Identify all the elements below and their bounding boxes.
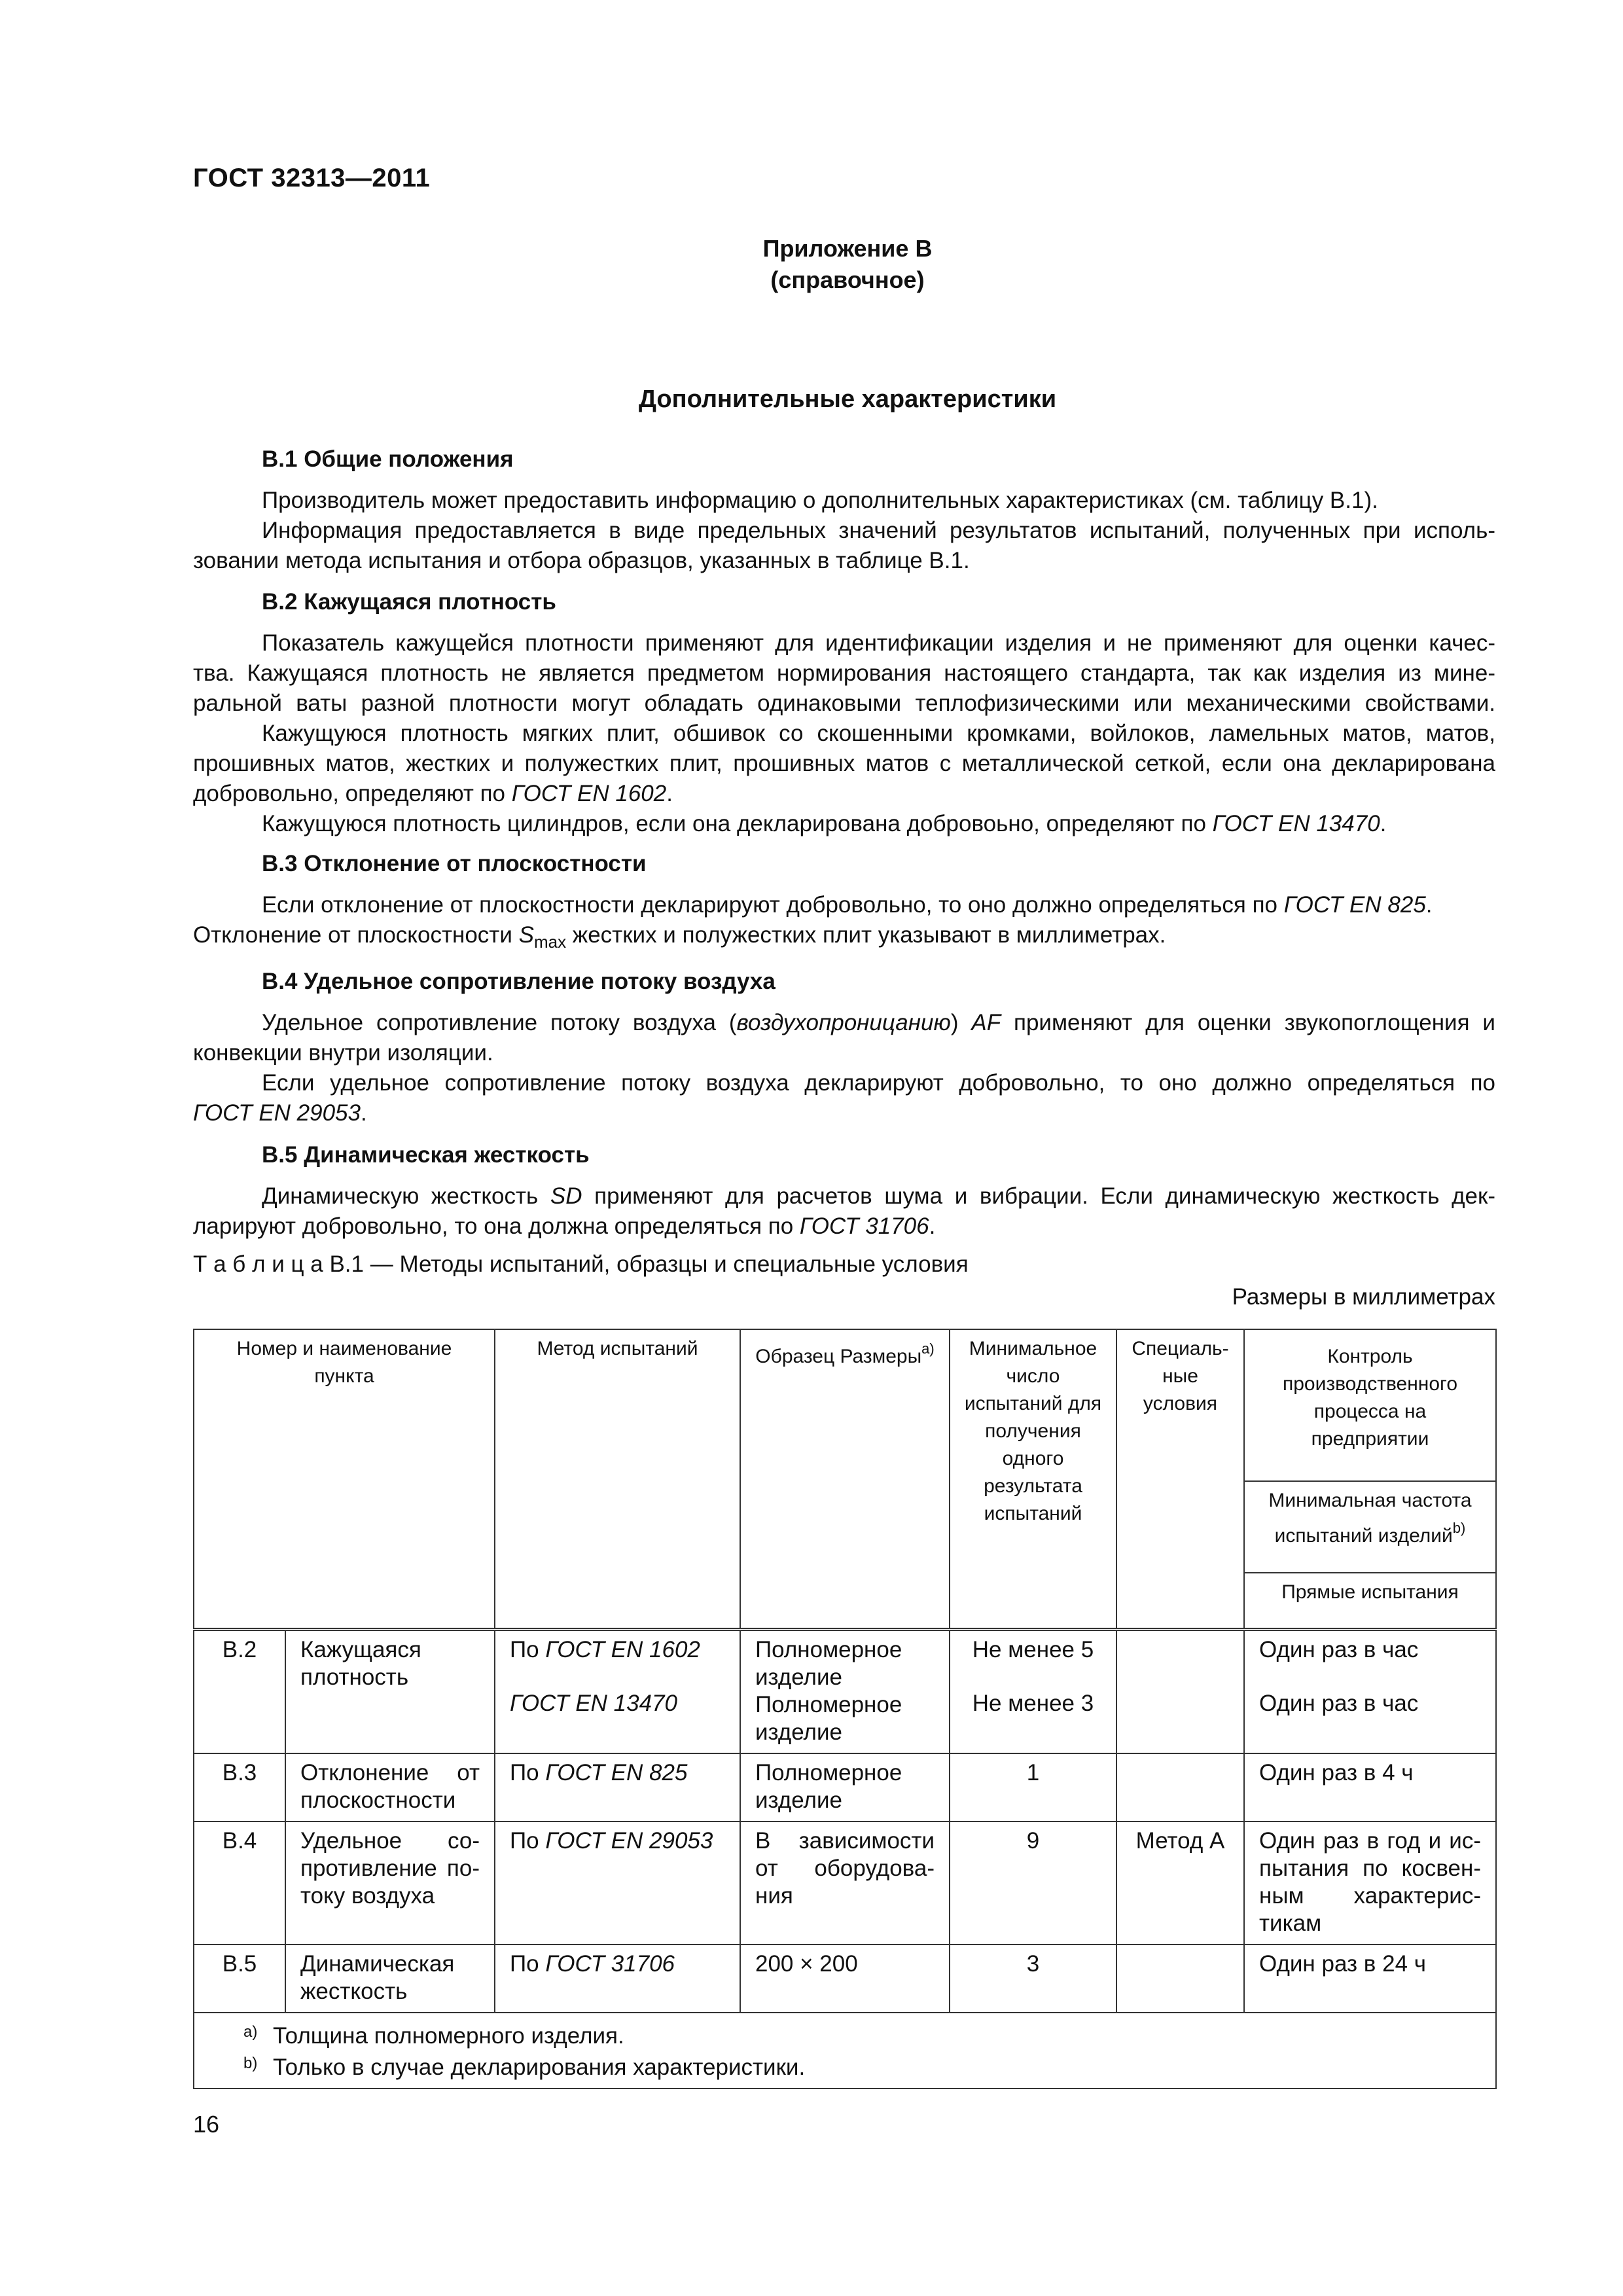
footnote-a-mark: a) <box>243 2023 258 2041</box>
b4-airperm: воздухопроницанию <box>736 1010 951 1035</box>
annex-title: Приложение В <box>762 235 933 262</box>
row-b4-method-pre: По <box>510 1828 546 1854</box>
b2-ref-1602: ГОСТ EN 1602 <box>511 781 667 806</box>
row-b3-name-b: плоскостности <box>300 1787 456 1813</box>
row-b5-method-pre: По <box>510 1951 546 1977</box>
b2-p2c: добровольно, определяют по <box>193 781 512 806</box>
row-b2-name: Кажущаяся плотность <box>285 1630 495 1754</box>
heading-b2: В.2 Кажущаяся плотность <box>262 589 556 615</box>
row-b3-method <box>495 1753 740 1821</box>
footnote-a-text: Толщина полномерного изделия. <box>273 2023 624 2049</box>
row-b2-method-ref: ГОСТ EN 1602 <box>545 1637 700 1662</box>
header-min-freq-note: b) <box>1452 1520 1466 1536</box>
row-b5-special <box>1116 1945 1244 2013</box>
b3-p1a: Если отклонение от плоскостности декларируют добровольно, то оно должно определяться по <box>262 892 1284 918</box>
row-b4-name-a: Удельное со- <box>300 1828 480 1854</box>
heading-b3: В.3 Отклонение от плоскостности <box>262 851 647 876</box>
header-method: Метод испытаний <box>495 1329 740 1630</box>
header-item: Номер и наименование пункта <box>194 1329 495 1630</box>
paragraph-b2: Показатель кажущейся плотности применяют для идентификации изделия и не применяют для оценки качес- тва. Кажущаяся плотность не является предметом нормирования настоящего стандарта, так как изделия из мине- ральной ваты разной плотности могут обладать одинаковыми теплофизическими или механическими свойствами. Кажущуюся плотность мягких плит, обшивок со скошенными кромками, войлоков, ламельных матов, матов, прошивных матов, жестких и полужестких плит, прошивных матов с металлической сеткой, если она декларирована добровольно, определяют по ГОСТ EN 1602. Кажущуюся плотность цилиндров, если она декларирована добровоьно, определяют по ГОСТ EN 13470. <box>193 630 1495 836</box>
header-control: Контроль производственного процесса на предприятии <box>1244 1329 1496 1481</box>
b2-p1c: ральной ваты разной плотности могут обладать одинаковыми теплофизическими или механическими свойствами. <box>193 691 1495 716</box>
row-b2-min-1: Не менее 5 <box>972 1637 1094 1662</box>
heading-b4: В.4 Удельное сопротивление потоку воздуха <box>262 969 776 994</box>
row-b2-freq-2: Один раз в час <box>1259 1691 1419 1716</box>
table-units: Размеры в миллиметрах <box>1232 1284 1495 1310</box>
b4-af: AF <box>971 1010 1001 1035</box>
row-b4-name-c: току воздуха <box>300 1883 435 1909</box>
paragraph-b4: Удельное сопротивление потоку воздуха (воздухопроницанию) AF применяют для оценки звукопоглощения и конвекции внутри изоляции. Если удельное сопротивление потоку воздуха декларируют добровольно, то оно должно определяться по ГОСТ EN 29053. <box>193 1010 1495 1126</box>
paragraph-b3: Если отклонение от плоскостности декларируют добровольно, то оно должно определяться по ГОСТ EN 825. Отклонение от плоскостности $S_{max}$ жестких и полужестких плит указывают в миллиметрах. <box>193 892 1433 952</box>
row-b5-num: В.5 <box>194 1945 285 2013</box>
b1-p2a: Информация предоставляется в виде предельных значений результатов испытаний, полученных при исполь- <box>262 518 1495 543</box>
row-b5-min: 3 <box>950 1945 1116 2013</box>
b1-p2b: зовании метода испытания и отбора образцов, указанных в таблице В.1. <box>193 548 970 573</box>
row-b5-method-ref: ГОСТ 31706 <box>545 1951 675 1977</box>
row-b2-method2-ref: ГОСТ EN 13470 <box>510 1691 677 1716</box>
row-b3-sample: Полномерное изделие <box>740 1753 950 1821</box>
header-sample <box>740 1329 950 1630</box>
row-b3-method-ref: ГОСТ EN 825 <box>545 1760 688 1785</box>
annex-subtitle: (справочное) <box>770 266 925 293</box>
table-footnotes <box>194 2013 1496 2089</box>
b2-ref-13470: ГОСТ EN 13470 <box>1212 811 1380 836</box>
b3-ref-825: ГОСТ EN 825 <box>1283 892 1426 918</box>
heading-b1: В.1 Общие положения <box>262 446 514 472</box>
row-b2-method <box>495 1630 740 1754</box>
row-b3-min: 1 <box>950 1753 1116 1821</box>
row-b4-method-ref: ГОСТ EN 29053 <box>545 1828 713 1854</box>
b4-p1a: Удельное сопротивление потоку воздуха ( <box>262 1010 737 1035</box>
b5-p1a: Динамическую жесткость <box>262 1183 550 1209</box>
standard-number: ГОСТ 32313—2011 <box>193 164 431 192</box>
row-b2-min <box>950 1630 1116 1754</box>
paragraph-b1 <box>193 486 1495 576</box>
b3-p1b: Отклонение от плоскостности <box>193 922 519 948</box>
row-b2-special <box>1116 1630 1244 1754</box>
row-b5-method <box>495 1945 740 2013</box>
methods-table <box>193 1329 1497 2089</box>
row-b3-name-a: Отклонение от <box>300 1760 480 1785</box>
row-b4-num: В.4 <box>194 1821 285 1945</box>
b5-p1a-tail: применяют для расчетов шума и вибрации. Если динамическую жесткость дек- <box>582 1183 1495 1209</box>
row-b4-sample-b: от оборудова- <box>755 1856 935 1881</box>
row-b4-freq-b: пытания по косвен- <box>1259 1856 1481 1881</box>
header-sample-note: a) <box>921 1340 935 1357</box>
row-b2-min-2: Не менее 3 <box>972 1691 1094 1716</box>
row-b3-freq: Один раз в 4 ч <box>1244 1753 1496 1821</box>
header-sample-text: Образец Размеры <box>755 1346 922 1367</box>
table-caption <box>193 1251 969 1278</box>
b5-sd: SD <box>550 1183 582 1209</box>
b4-p1b: конвекции внутри изоляции. <box>193 1040 493 1066</box>
b3-p1b-tail: жестких и полужестких плит указывают в миллиметрах. <box>566 922 1166 948</box>
table-row <box>194 1945 1496 2013</box>
footnote-b-mark: b) <box>243 2054 258 2072</box>
b4-p1a-tail: применяют для оценки звукопоглощения и <box>1001 1010 1495 1035</box>
row-b2-sample-1: Полномерное изделие <box>755 1637 902 1690</box>
b4-ref-29053: ГОСТ EN 29053 <box>193 1100 361 1126</box>
b2-p3: Кажущуюся плотность цилиндров, если она декларирована добровоьно, определяют по <box>262 811 1213 836</box>
row-b2-sample <box>740 1630 950 1754</box>
header-special: Специаль-ные условия <box>1116 1329 1244 1630</box>
row-b4-freq-c: ным характерис- <box>1259 1883 1481 1909</box>
row-b5-freq: Один раз в 24 ч <box>1244 1945 1496 2013</box>
b2-p2b: прошивных матов, жестких и полужестких плит, прошивных матов с металлической сеткой, если она декларирована <box>193 751 1495 776</box>
b3-symbol-s: S <box>518 922 534 948</box>
table-row <box>194 1753 1496 1821</box>
row-b4-special: Метод А <box>1116 1821 1244 1945</box>
b4-p2a: Если удельное сопротивление потоку воздуха декларируют добровольно, то оно должно определяться по <box>262 1070 1495 1096</box>
b3-symbol-sub: max <box>533 932 567 952</box>
row-b4-name-b: противление по- <box>300 1856 480 1881</box>
header-min-tests: Минимальное число испытаний для получения одного результата испытаний <box>950 1329 1116 1630</box>
b5-ref-31706: ГОСТ 31706 <box>799 1213 929 1239</box>
row-b4-sample-c: ния <box>755 1883 793 1909</box>
footnote-b <box>243 2050 1481 2081</box>
row-b2-freq-1: Один раз в час <box>1259 1637 1419 1662</box>
b1-p1: Производитель может предоставить информацию о дополнительных характеристиках (см. таблицу В.1). <box>262 488 1378 513</box>
row-b4-method <box>495 1821 740 1945</box>
table-row <box>194 1821 1496 1945</box>
row-b3-name <box>285 1753 495 1821</box>
row-b2-freq <box>1244 1630 1496 1754</box>
row-b2-method-pre: По <box>510 1637 546 1662</box>
b2-p1b: тва. Кажущаяся плотность не является предметом нормирования настоящего стандарта, так как изделия из мине- <box>193 660 1495 686</box>
paragraph-b5: Динамическую жесткость SD применяют для расчетов шума и вибрации. Если динамическую жесткость дек- ларируют добровольно, то она должна определяться по ГОСТ 31706. <box>193 1183 1495 1239</box>
b2-p2a: Кажущуюся плотность мягких плит, обшивок со скошенными кромками, войлоков, ламельных матов, матов, <box>262 721 1495 746</box>
table-row <box>194 1630 1496 1754</box>
row-b4-freq-a: Один раз в год и ис- <box>1259 1828 1481 1854</box>
footnote-a <box>243 2018 1481 2050</box>
b5-p1b: ларируют добровольно, то она должна определяться по <box>193 1213 800 1239</box>
section-title: Дополнительные характеристики <box>638 386 1057 413</box>
row-b4-sample <box>740 1821 950 1945</box>
row-b3-method-pre: По <box>510 1760 546 1785</box>
row-b4-min: 9 <box>950 1821 1116 1945</box>
table-caption-label: Т а б л и ц а <box>193 1251 323 1277</box>
footnote-b-text: Только в случае декларирования характеристики. <box>273 2054 806 2080</box>
header-direct: Прямые испытания <box>1244 1573 1496 1630</box>
b2-p1a: Показатель кажущейся плотности применяют для идентификации изделия и не применяют для оценки качес- <box>262 630 1495 656</box>
row-b4-freq-d: тикам <box>1259 1910 1322 1936</box>
table-caption-text: В.1 — Методы испытаний, образцы и специальные условия <box>323 1251 969 1277</box>
heading-b5: В.5 Динамическая жесткость <box>262 1142 590 1168</box>
row-b5-sample: 200 × 200 <box>740 1945 950 2013</box>
row-b2-num: В.2 <box>194 1630 285 1754</box>
row-b4-sample-a: В зависимости <box>755 1828 935 1854</box>
row-b5-name: Динамическая жесткость <box>285 1945 495 2013</box>
row-b3-num: В.3 <box>194 1753 285 1821</box>
header-min-freq <box>1244 1481 1496 1573</box>
table-header-row <box>194 1329 1496 1481</box>
header-min-freq-text: Минимальная частота испытаний изделий <box>1268 1490 1472 1547</box>
row-b2-sample-2: Полномерное изделие <box>755 1692 902 1745</box>
row-b4-freq <box>1244 1821 1496 1945</box>
row-b3-special <box>1116 1753 1244 1821</box>
page-number: 16 <box>193 2111 220 2138</box>
row-b4-name <box>285 1821 495 1945</box>
